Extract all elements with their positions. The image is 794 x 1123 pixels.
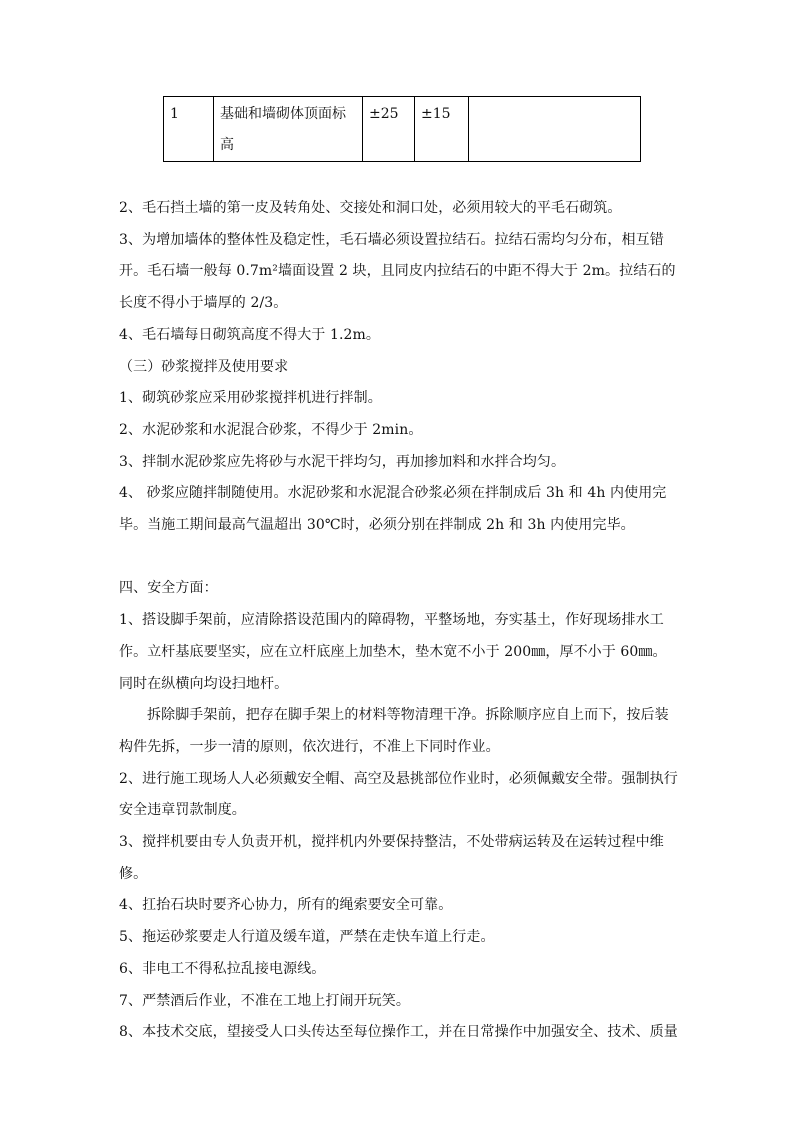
safety-item-7: 7、严禁酒后作业，不准在工地上打闹开玩笑。	[119, 992, 411, 1009]
table-row	[164, 97, 641, 162]
document-body	[119, 193, 679, 1049]
mortar-item-2: 2、水泥砂浆和水泥混合砂浆，不得少于 2min。	[119, 421, 423, 438]
table-cell-item: 基础和墙砌体顶面标高	[214, 97, 363, 162]
safety-item-1: 1、搭设脚手架前，应清除搭设范围内的障碍物，平整场地，夯实基土，作好现场排水工作。立杆基底要坚实，应在立杆底座上加垫木，垫木宽不小于 200㎜，厚不小于 60㎜。同时在纵横向均设扫地杆。	[119, 612, 667, 692]
mortar-item-4: 4、 砂浆应随拌制随使用。水泥砂浆和水泥混合砂浆必须在拌制成后 3h 和 4h 内使用完毕。当施工期间最高气温超出 30℃时，必须分别在拌制成 2h 和 3h 内使用完毕。	[119, 485, 667, 534]
safety-item-6: 6、非电工不得私拉乱接电源线。	[119, 960, 326, 977]
section-heading-safety: 四、安全方面：	[119, 580, 218, 597]
mortar-item-1: 1、砌筑砂浆应采用砂浆搅拌机进行拌制。	[119, 390, 382, 407]
tolerance-table	[163, 96, 641, 162]
blank-line	[119, 542, 679, 574]
safety-item-3: 3、搅拌机要由专人负责开机，搅拌机内外要保持整洁，不处带病运转及在运转过程中维修。	[119, 834, 664, 882]
safety-item-8: 8、本技术交底，望接受人口头传达至每位操作工，并在日常操作中加强安全、技术、质量	[119, 1024, 678, 1041]
safety-item-1-continued: 拆除脚手架前，把存在脚手架上的材料等物清理干净。拆除顺序应自上而下，按后装构件先拆，一步一清的原则，依次进行，不准上下同时作业。	[119, 707, 669, 755]
safety-item-5: 5、拖运砂浆要走人行道及缓车道，严禁在走快车道上行走。	[119, 929, 495, 946]
safety-item-2: 2、进行施工现场人人必须戴安全帽、高空及悬挑部位作业时，必须佩戴安全带。强制执行安全违章罚款制度。	[119, 770, 678, 819]
table-cell-index: 1	[164, 97, 214, 162]
paragraph-2: 2、毛石挡土墙的第一皮及转角处、交接处和洞口处，必须用较大的平毛石砌筑。	[119, 200, 622, 216]
table-cell-tolerance-b: ±15	[415, 97, 469, 162]
section-heading-mortar: （三）砂浆搅拌及使用要求	[119, 358, 289, 375]
table-cell-tolerance-a: ±25	[363, 97, 415, 162]
safety-item-4: 4、扛抬石块时要齐心协力，所有的绳索要安全可靠。	[119, 897, 453, 914]
table-cell-empty	[469, 97, 641, 162]
paragraph-3: 3、为增加墙体的整体性及稳定性，毛石墙必须设置拉结石。拉结石需均匀分布，相互错开。毛石墙一般每 0.7m²墙面设置 2 块，且同皮内拉结石的中距不得大于 2m。拉结石的长度不得小于墙厚的 2/3。	[119, 231, 676, 312]
paragraph-4: 4、毛石墙每日砌筑高度不得大于 1.2m。	[119, 326, 380, 343]
mortar-item-3: 3、拌制水泥砂浆应先将砂与水泥干拌均匀，再加掺加料和水拌合均匀。	[119, 453, 566, 470]
